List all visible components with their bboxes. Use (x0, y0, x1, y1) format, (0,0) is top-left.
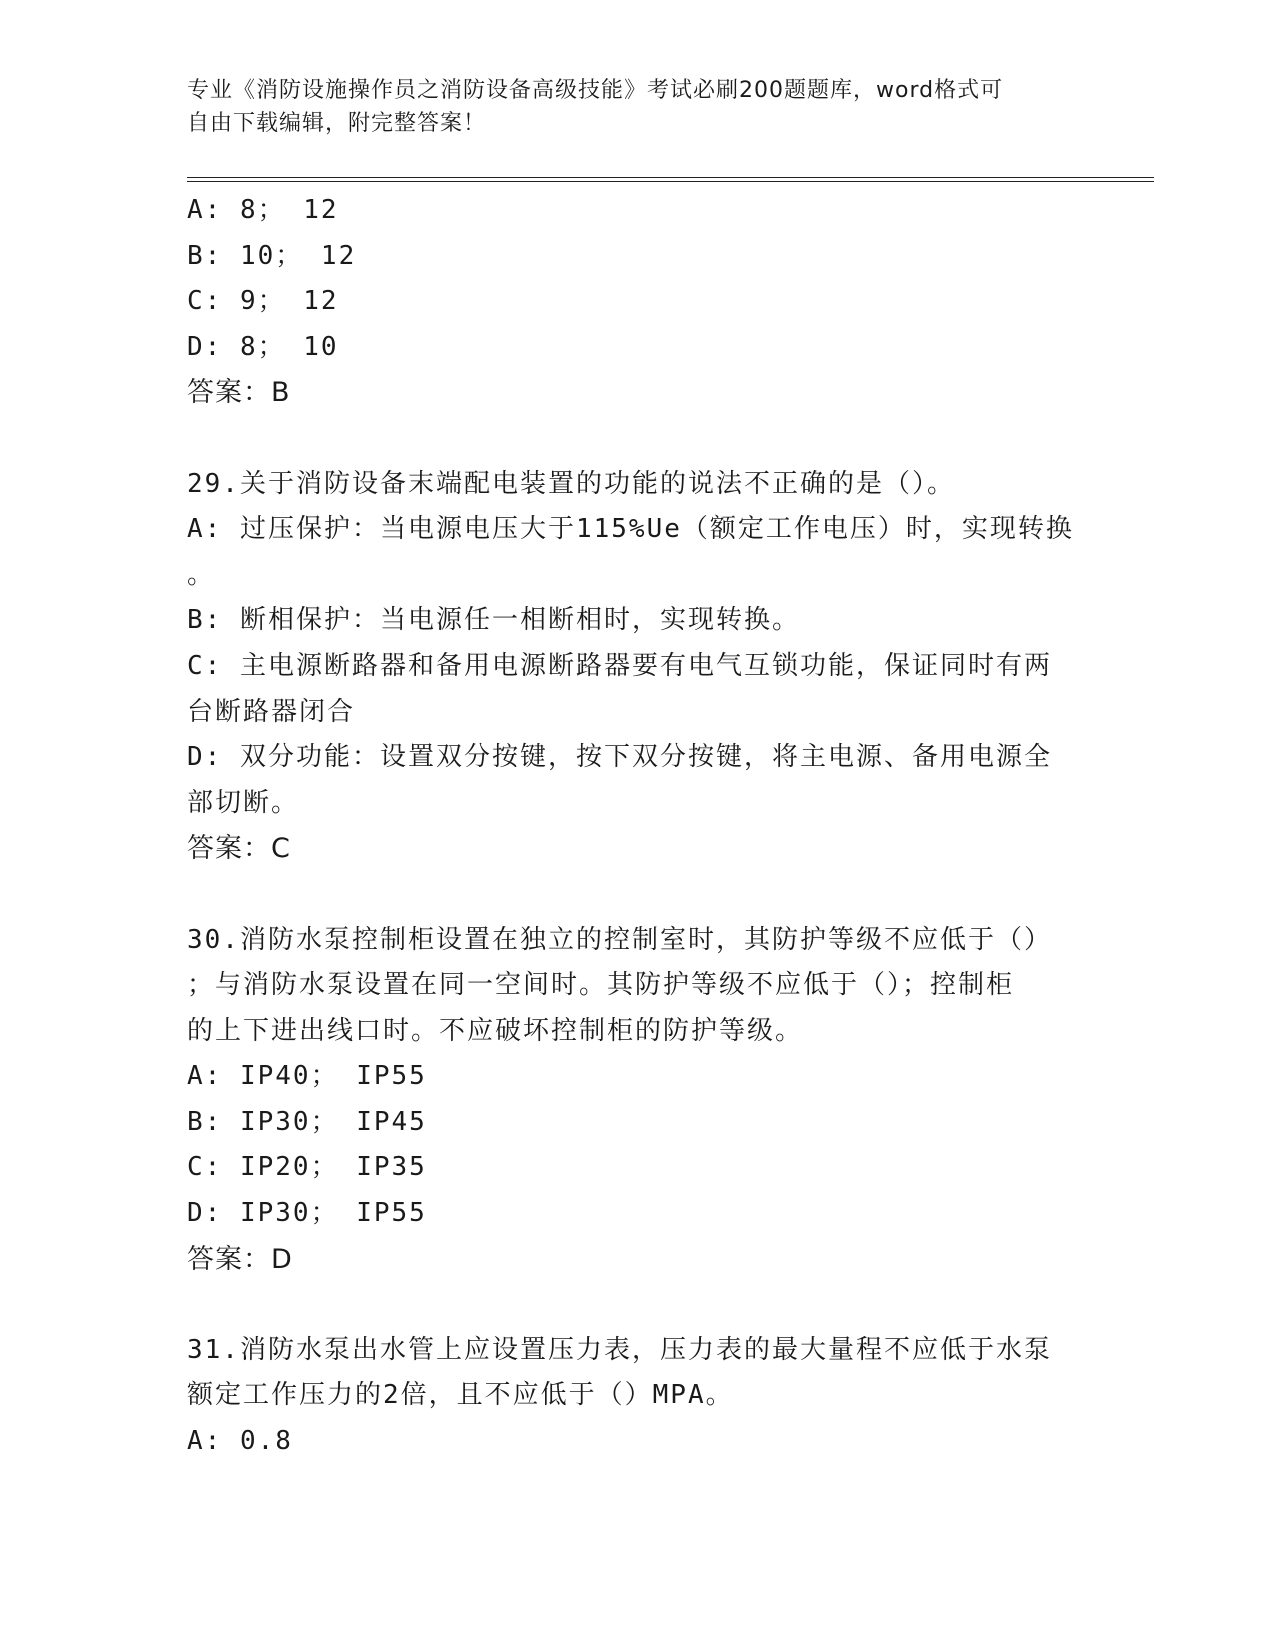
option-c-continued: 台断路器闭合 (187, 696, 356, 727)
option-d: D: 双分功能：设置双分按键，按下双分按键，将主电源、备用电源全 (187, 742, 1052, 773)
question-text-continued: ；与消防水泵设置在同一空间时。其防护等级不应低于（）；控制柜 (187, 970, 1015, 1001)
option-d: D: 8； 10 (187, 331, 339, 362)
option-d-continued: 部切断。 (187, 787, 300, 818)
option-c: C: IP20； IP35 (187, 1152, 427, 1183)
option-d: D: IP30； IP55 (187, 1198, 427, 1229)
question-30 (187, 918, 1087, 1283)
header-title-line-1: 专业《消防设施操作员之消防设备高级技能》考试必刷200题题库，word格式可 (187, 78, 1004, 103)
question-29 (187, 462, 1087, 872)
option-a-continued: 。 (187, 559, 216, 590)
document-header (187, 74, 1087, 140)
question-text: 30.消防水泵控制柜设置在独立的控制室时，其防护等级不应低于（） (187, 924, 1052, 955)
option-a: A: 8； 12 (187, 195, 339, 225)
answer-line: 答案：B (187, 377, 291, 409)
option-c: C: 主电源断路器和备用电源断路器要有电气互锁功能，保证同时有两 (187, 650, 1052, 681)
option-a: A: 0.8 (187, 1426, 293, 1457)
answer-line: 答案：C (187, 833, 291, 865)
option-a: A: IP40； IP55 (187, 1061, 427, 1092)
option-b: B: IP30； IP45 (187, 1106, 427, 1137)
option-b: B: 断相保护：当电源任一相断相时，实现转换。 (187, 605, 800, 636)
question-text-continued: 额定工作压力的2倍，且不应低于（）MPA。 (187, 1380, 734, 1411)
option-a: A: 过压保护：当电源电压大于115%Ue（额定工作电压）时，实现转换 (187, 514, 1074, 545)
answer-line: 答案：D (187, 1243, 293, 1275)
option-c: C: 9； 12 (187, 286, 339, 317)
option-b: B: 10； 12 (187, 240, 357, 271)
document-body (187, 188, 1087, 1465)
question-text-continued: 的上下进出线口时。不应破坏控制柜的防护等级。 (187, 1015, 804, 1046)
question-text: 31.消防水泵出水管上应设置压力表，压力表的最大量程不应低于水泵 (187, 1334, 1052, 1365)
header-title-line-2: 自由下载编辑，附完整答案！ (187, 111, 487, 136)
header-divider (187, 177, 1154, 182)
question-31 (187, 1328, 1087, 1465)
question-text: 29.关于消防设备末端配电装置的功能的说法不正确的是（）。 (187, 468, 955, 499)
question-28 (187, 188, 1087, 416)
